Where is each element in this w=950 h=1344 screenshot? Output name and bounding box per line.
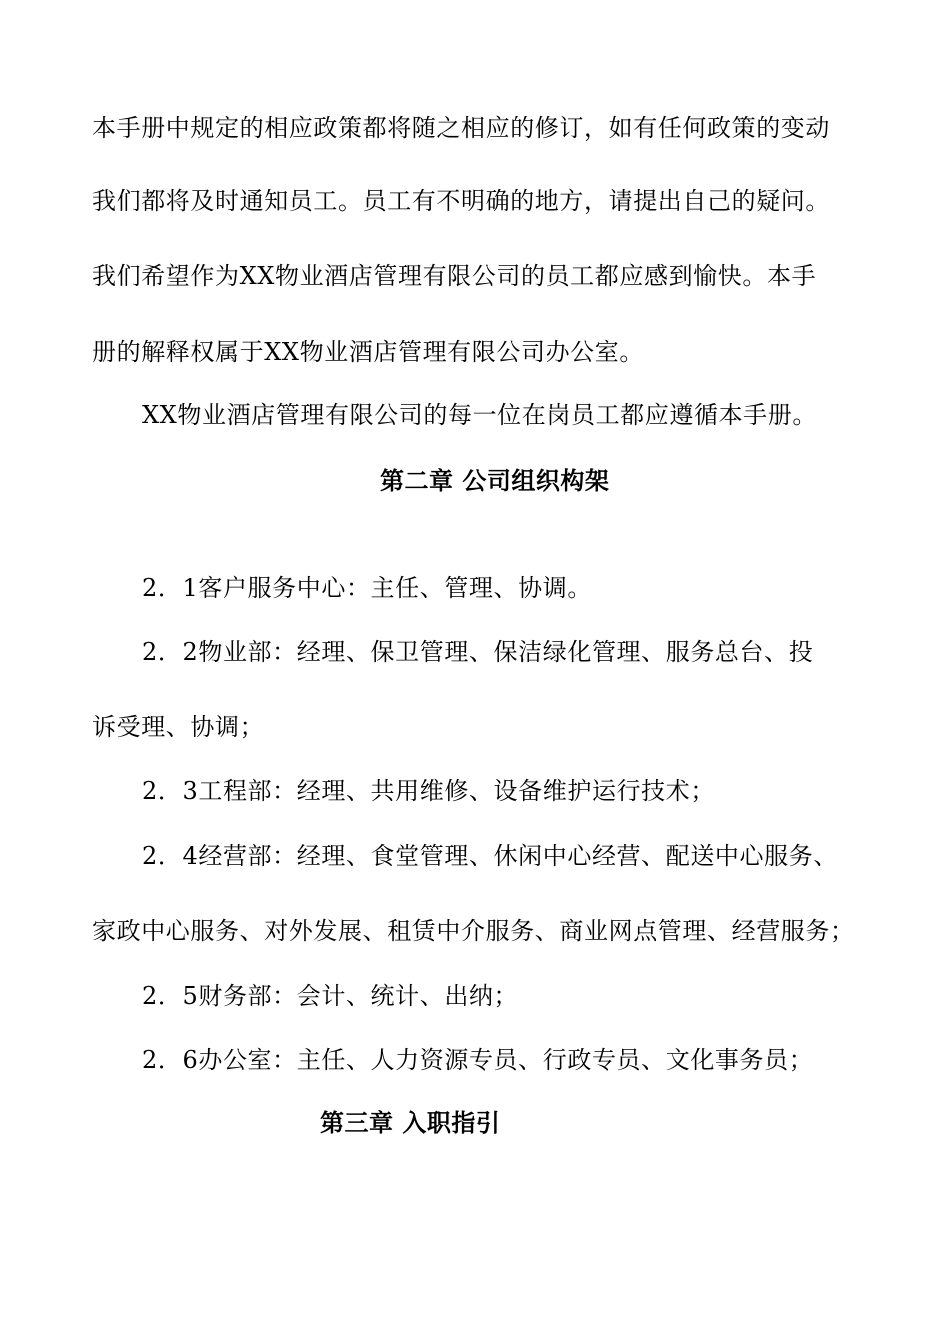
section-item: 2．4经营部：经理、食堂管理、休闲中心经营、配送中心服务、 — [142, 842, 838, 870]
body-text-line: 本手册中规定的相应政策都将随之相应的修订，如有任何政策的变动 — [92, 114, 830, 142]
section-item: 2．5财务部：会计、统计、出纳； — [142, 982, 519, 1010]
body-text-line: 册的解释权属于XX物业酒店管理有限公司办公室。 — [92, 338, 644, 366]
section-item: 2．6办公室：主任、人力资源专员、行政专员、文化事务员； — [142, 1046, 814, 1074]
section-item: 2．1客户服务中心：主任、管理、协调。 — [142, 574, 592, 602]
section-item-continuation: 诉受理、协调； — [92, 713, 265, 741]
section-item: 2．2物业部：经理、保卫管理、保洁绿化管理、服务总台、投 — [142, 638, 814, 666]
section-item: 2．3工程部：经理、共用维修、设备维护运行技术； — [142, 777, 715, 805]
section-item-continuation: 家政中心服务、对外发展、租赁中介服务、商业网点管理、经营服务； — [92, 917, 855, 945]
body-text-line: 我们希望作为XX物业酒店管理有限公司的员工都应感到愉快。本手 — [92, 262, 817, 290]
body-text-line: XX物业酒店管理有限公司的每一位在岗员工都应遵循本手册。 — [142, 401, 817, 429]
chapter-3-heading: 第三章 入职指引 — [320, 1109, 501, 1137]
chapter-2-heading: 第二章 公司组织构架 — [380, 467, 610, 495]
body-text-line: 我们都将及时通知员工。员工有不明确的地方，请提出自己的疑问。 — [92, 187, 830, 215]
